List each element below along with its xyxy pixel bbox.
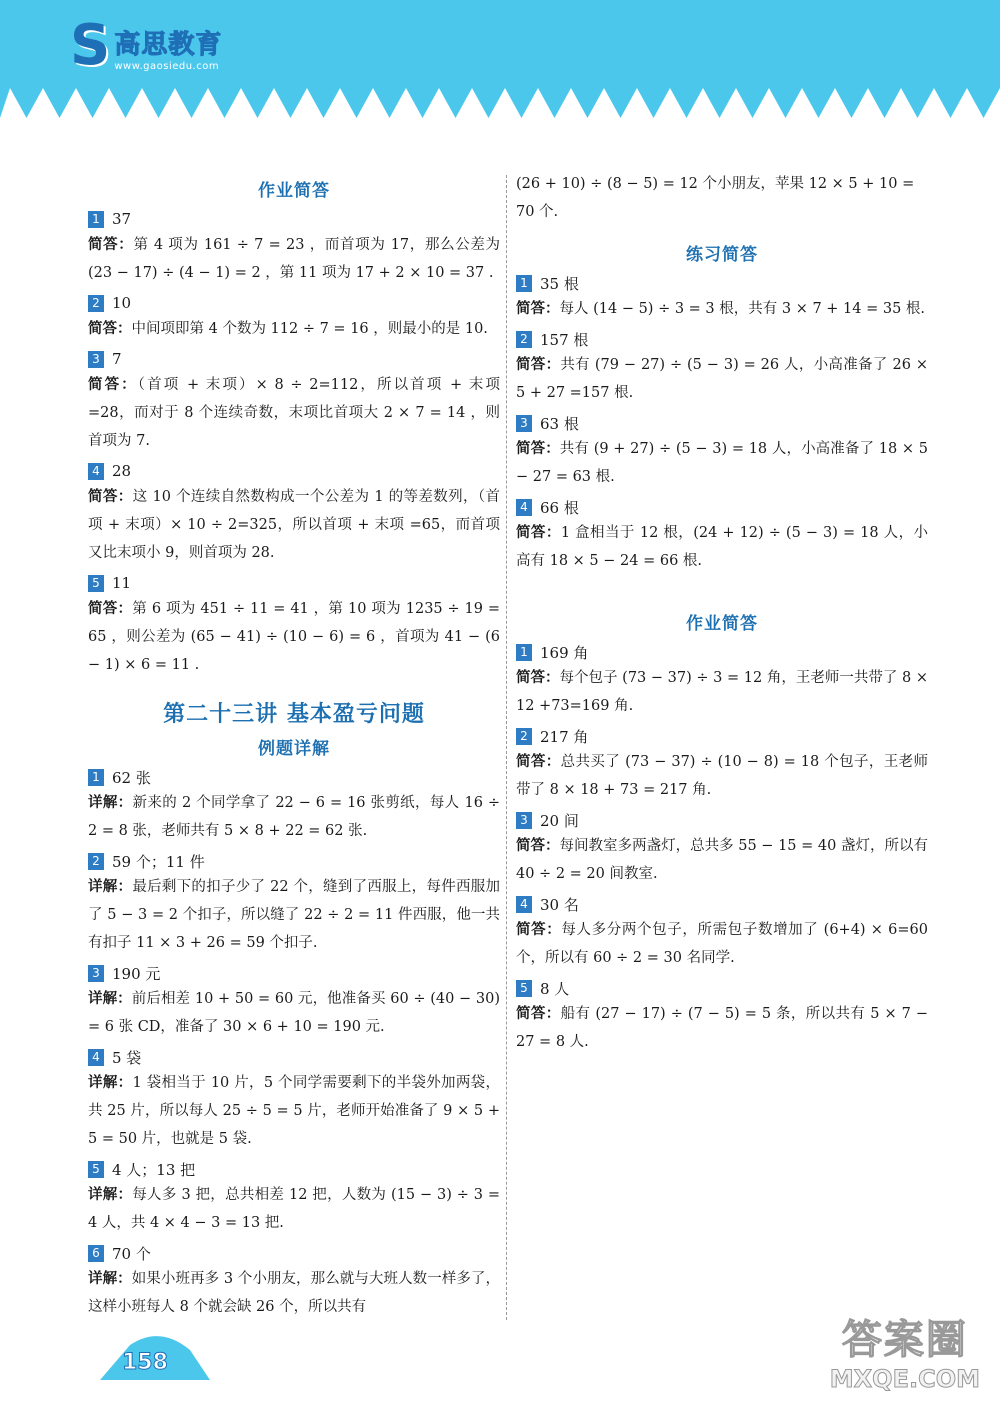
homework-answer-2: [88, 291, 500, 315]
homework-right-answer-3: [516, 808, 928, 832]
answer-value: 217 角: [540, 727, 589, 746]
logo-s-mark: S: [70, 13, 111, 78]
explanation-text: 共有 (79 − 27) ÷ (5 − 3) = 26 人，小高准备了 26 × 5 + 27 =157 根.: [516, 357, 929, 401]
answer-value: 70 个: [112, 1244, 151, 1263]
explanation-text: 如果小班再多 3 个小朋友，那么就与大班人数一样多了，这样小班每人 8 个就会缺 26 个，所以共有: [88, 1271, 501, 1315]
homework-right-explanation-1: [516, 664, 928, 720]
explanation-label: 简答：: [516, 670, 560, 686]
explanation-text: 新来的 2 个同学拿了 22 − 6 = 16 张剪纸，每人 16 ÷ 2 = 8 张，老师共有 5 × 8 + 22 = 62 张.: [88, 795, 501, 839]
homework-right-explanation-2: [516, 748, 928, 804]
example-answer-3: [88, 961, 500, 985]
explanation-label: 简答：: [516, 357, 561, 373]
homework-list-right: [516, 640, 928, 1056]
explanation-label: 详解：: [88, 1271, 132, 1287]
example-explanation-4: [88, 1069, 500, 1153]
answer-value: 190 元: [112, 964, 161, 983]
homework-right-explanation-5: [516, 1000, 928, 1056]
homework-heading: 作业简答: [258, 181, 330, 201]
question-number-badge: 4: [88, 463, 104, 480]
homework-right-answer-1: [516, 640, 928, 664]
question-number-badge: 3: [516, 415, 532, 432]
watermark-bottom: MXQE.COM: [829, 1365, 980, 1393]
question-number-badge: 4: [88, 1049, 104, 1066]
example-answer-6: [88, 1241, 500, 1265]
homework-explanation-2: [88, 315, 500, 343]
question-number-badge: 3: [516, 812, 532, 829]
explanation-text: 第 6 项为 451 ÷ 11 = 41 ，第 10 项为 1235 ÷ 19 = 65 ，则公差为 (65 − 41) ÷ (10 − 6) = 6 ，首项为 41 − (6 − 1) × 6 = 11 .: [88, 601, 501, 673]
column-divider: [506, 175, 507, 1320]
left-column: [88, 170, 500, 1321]
answer-value: 157 根: [540, 330, 589, 349]
question-number-badge: 3: [88, 351, 104, 368]
question-number-badge: 4: [516, 896, 532, 913]
explanation-text: 每人多 3 把，总共相差 12 把，人数为 (15 − 3) ÷ 3 = 4 人，共 4 × 4 − 3 = 13 把.: [88, 1187, 501, 1231]
example-answer-2: [88, 849, 500, 873]
question-number-badge: 1: [516, 644, 532, 661]
homework-explanation-5: [88, 595, 500, 679]
continued-text: (26 + 10) ÷ (8 − 5) = 12 个小朋友，苹果 12 × 5 + 10 = 70 个.: [516, 176, 915, 220]
practice-heading: 练习简答: [686, 245, 758, 265]
example-answer-1: [88, 765, 500, 789]
practice-explanation-2: [516, 351, 928, 407]
explanation-label: 详解：: [88, 795, 133, 811]
answer-value: 10: [112, 294, 132, 312]
explanation-text: 每人多分两个包子，所需包子数增加了 (6+4) × 6=60 个，所以有 60 ÷ 2 = 30 名同学.: [516, 922, 929, 966]
homework-explanation-1: [88, 231, 500, 287]
answer-value: 59 个；11 件: [112, 852, 205, 871]
question-number-badge: 3: [88, 965, 104, 982]
question-number-badge: 2: [516, 331, 532, 348]
question-number-badge: 5: [88, 1161, 104, 1178]
answer-value: 28: [112, 462, 132, 480]
example-explanation-6: [88, 1265, 500, 1321]
explanation-label: 简答：: [516, 922, 562, 938]
right-column: [516, 170, 928, 1056]
practice-explanation-3: [516, 435, 928, 491]
homework-explanation-3: [88, 371, 500, 455]
example-explanation-3: [88, 985, 500, 1041]
homework-answer-1: [88, 207, 500, 231]
example-explanation-5: [88, 1181, 500, 1237]
explanation-label: 详解：: [88, 1075, 133, 1091]
explanation-label: 简答：: [516, 441, 560, 457]
homework-heading-right: 作业简答: [686, 614, 758, 634]
answer-value: 7: [112, 350, 122, 368]
question-number-badge: 2: [516, 728, 532, 745]
answer-value: 37: [112, 210, 132, 228]
example-explanation-2: [88, 873, 500, 957]
homework-right-answer-5: [516, 976, 928, 1000]
logo: [70, 13, 223, 78]
question-number-badge: 4: [516, 499, 532, 516]
examples-list: [88, 765, 500, 1321]
homework-explanation-4: [88, 483, 500, 567]
answer-value: 20 间: [540, 811, 579, 830]
explanation-text: 船有 (27 − 17) ÷ (7 − 5) = 5 条，所以共有 5 × 7 − 27 = 8 人.: [516, 1006, 928, 1050]
answer-value: 35 根: [540, 274, 579, 293]
homework-list: [88, 207, 500, 679]
explanation-label: 简答：: [516, 301, 560, 317]
homework-answer-5: [88, 571, 500, 595]
question-number-badge: 5: [88, 575, 104, 592]
explanation-label: 简答：: [516, 1006, 561, 1022]
question-number-badge: 6: [88, 1245, 104, 1262]
practice-explanation-1: [516, 295, 928, 323]
answer-value: 4 人；13 把: [112, 1160, 196, 1179]
homework-right-answer-2: [516, 724, 928, 748]
logo-url: www.gaosiedu.com: [114, 61, 220, 72]
example-explanation-1: [88, 789, 500, 845]
logo-name: 高思教育: [114, 30, 223, 60]
practice-answer-3: [516, 411, 928, 435]
examples-heading: 例题详解: [258, 739, 330, 759]
explanation-text: 每人 (14 − 5) ÷ 3 = 3 根，共有 3 × 7 + 14 = 35 根.: [559, 301, 926, 317]
explanation-label: 简答：: [516, 838, 560, 854]
question-number-badge: 1: [88, 211, 104, 228]
practice-list: [516, 271, 928, 575]
lecture-title: 第二十三讲 基本盈亏问题: [163, 702, 425, 727]
explanation-label: 简答：: [516, 754, 561, 770]
homework-answer-3: [88, 347, 500, 371]
explanation-label: 简答：: [88, 321, 132, 337]
header-banner: [0, 0, 1000, 150]
explanation-label: 简答：: [88, 601, 133, 617]
explanation-text: 每个包子 (73 − 37) ÷ 3 = 12 角，王老师一共带了 8 × 12 +73=169 角.: [516, 670, 929, 714]
question-number-badge: 1: [516, 275, 532, 292]
explanation-text: 共有 (9 + 27) ÷ (5 − 3) = 18 人，小高准备了 18 × 5 − 27 = 63 根.: [516, 441, 929, 485]
question-number-badge: 1: [88, 769, 104, 786]
explanation-text: 中间项即第 4 个数为 112 ÷ 7 = 16 ，则最小的是 10.: [131, 321, 488, 337]
explanation-text: 第 4 项为 161 ÷ 7 = 23 ，而首项为 17，那么公差为 (23 − 17) ÷ (4 − 1) = 2 ，第 11 项为 17 + 2 × 10 = 37 .: [88, 237, 501, 281]
homework-right-answer-4: [516, 892, 928, 916]
explanation-label: 简答：: [88, 237, 134, 253]
answer-value: 30 名: [540, 895, 579, 914]
example-answer-5: [88, 1157, 500, 1181]
practice-answer-2: [516, 327, 928, 351]
watermark: [830, 1308, 980, 1393]
explanation-label: 简答：: [88, 377, 138, 393]
explanation-text: 前后相差 10 + 50 = 60 元，他准备买 60 ÷ (40 − 30) = 6 张 CD，准备了 30 × 6 + 10 = 190 元.: [88, 991, 500, 1035]
answer-value: 8 人: [540, 979, 570, 998]
explanation-text: （首项 + 末项）× 8 ÷ 2=112，所以首项 + 末项 =28，而对于 8 个连续奇数，末项比首项大 2 × 7 = 14 ，则首项为 7.: [88, 377, 501, 449]
watermark-top: 答案圈: [841, 1317, 968, 1363]
explanation-label: 简答：: [88, 489, 133, 505]
answer-value: 169 角: [540, 643, 589, 662]
explanation-text: 这 10 个连续自然数构成一个公差为 1 的等差数列，（首项 + 末项）× 10 ÷ 2=325，所以首项 + 末项 =65，而首项又比末项小 9，则首项为 28.: [88, 489, 500, 561]
question-number-badge: 2: [88, 295, 104, 312]
answer-value: 66 根: [540, 498, 579, 517]
explanation-label: 简答：: [516, 525, 561, 541]
answer-value: 5 袋: [112, 1048, 142, 1067]
answer-value: 11: [112, 574, 132, 592]
explanation-text: 1 袋相当于 10 片，5 个同学需要剩下的半袋外加两袋，共 25 片，所以每人 25 ÷ 5 = 5 片，老师开始准备了 9 × 5 + 5 = 50 片，也就是 5 袋.: [88, 1075, 500, 1147]
explanation-label: 详解：: [88, 991, 132, 1007]
explanation-text: 每间教室多两盏灯，总共多 55 − 15 = 40 盏灯，所以有 40 ÷ 2 = 20 间教室.: [516, 838, 929, 882]
question-number-badge: 2: [88, 853, 104, 870]
example-answer-4: [88, 1045, 500, 1069]
homework-right-explanation-4: [516, 916, 928, 972]
explanation-text: 1 盒相当于 12 根，(24 + 12) ÷ (5 − 3) = 18 人，小高有 18 × 5 − 24 = 66 根.: [516, 525, 929, 569]
homework-answer-4: [88, 459, 500, 483]
explanation-label: 详解：: [88, 879, 133, 895]
explanation-label: 详解：: [88, 1187, 133, 1203]
explanation-text: 总共买了 (73 − 37) ÷ (10 − 8) = 18 个包子，王老师带了 8 × 18 + 73 = 217 角.: [516, 754, 928, 798]
page-number: 158: [122, 1350, 168, 1375]
homework-right-explanation-3: [516, 832, 928, 888]
question-number-badge: 5: [516, 980, 532, 997]
practice-explanation-4: [516, 519, 928, 575]
answer-value: 63 根: [540, 414, 579, 433]
practice-answer-4: [516, 495, 928, 519]
explanation-text: 最后剩下的扣子少了 22 个，缝到了西服上，每件西服加了 5 − 3 = 2 个扣子，所以缝了 22 ÷ 2 = 11 件西服，他一共有扣子 11 × 3 + 26 = 59 个扣子.: [88, 879, 501, 951]
answer-value: 62 张: [112, 768, 151, 787]
practice-answer-1: [516, 271, 928, 295]
